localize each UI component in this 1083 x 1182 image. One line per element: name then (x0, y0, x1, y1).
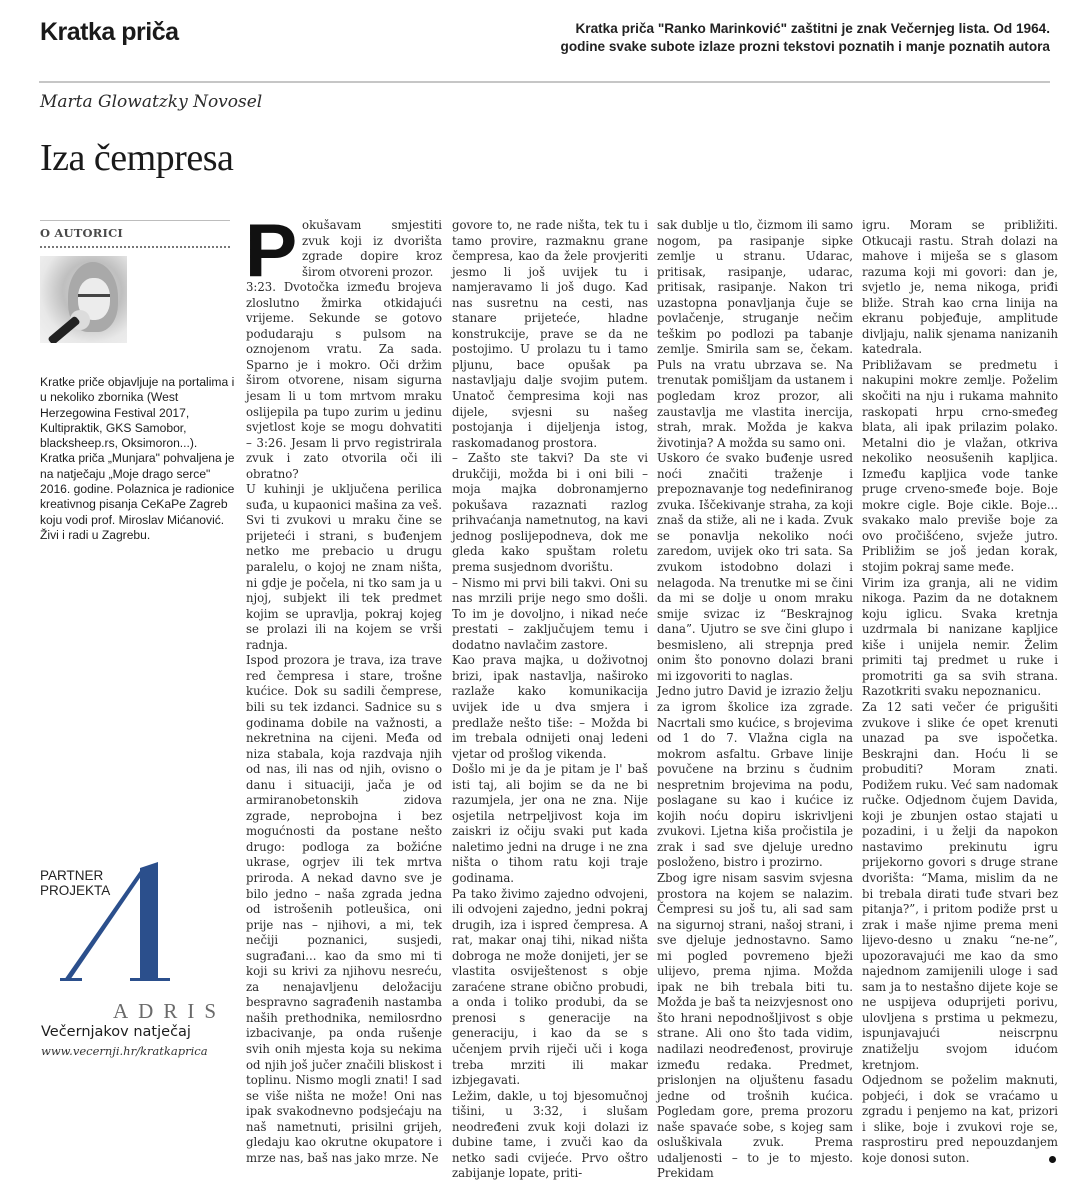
sidebar-top-rule (40, 220, 230, 221)
sidebar-dotted-rule (40, 246, 230, 248)
paragraph: Kao prava majka, u doživotnoj brizi, ipak nastavlja, naširoko razlaže kako komunikacija uvijek ide u dva smjera i predlaže nešto tiše: – Možda bi im trebala odnijeti onaj ledeni vjetar od prošlog vikenda. (452, 653, 648, 761)
article-title: Iza čempresa (40, 137, 234, 179)
adris-logo-base-left (60, 978, 82, 981)
paragraph: – Zašto ste takvi? Da ste vi drukčiji, možda bi i oni bili – moja majka dobronamjerno pokušava razaznati razlog prihvaćanja nametnutog, na kavi jednog poslijepodneva, dok me gleda kako spuštam roletu prema susjednom dvorištu. (452, 451, 648, 575)
paragraph: igru. Moram se približiti. Otkucaji rastu. Strah dolazi na mahove i miješa se s glasom razuma koji mi govori: dan je, svjetlo je, nema nikoga, priđi bliže. Strah kao crna linija na ekranu pobjeđuje, amplitude divljaju, nalik sjenama nanizanih katedrala. (862, 218, 1058, 357)
author-sidebar (40, 220, 235, 543)
adris-logo-diagonal (64, 868, 144, 980)
drop-cap: P (244, 208, 298, 292)
paragraph: Virim iza granja, ali ne vidim nikoga. Pazim da ne dotaknem koju iglicu. Svaka kretnja uzdrmala bi nanizane kapljice kiše i unijela nemir. Želim primiti taj predmet u ruke i promotriti ga sa svih strana. Razotkriti svaku nepoznanicu. (862, 575, 1058, 699)
paragraph: – Nismo mi prvi bili takvi. Oni su nas mrzili prije nego smo došli. To im je dovoljno, i nikad neće prestati – zaključujem temu i dodatno navlačim zastore. (452, 575, 648, 652)
paragraph: U kuhinji je uključena perilica suđa, u kupaonici mašina za veš. Svi ti zvukovi u mraku čine se prijeteći i strani, s buđenjem netko me prebacio u drugu paralelu, o kojoj ne znam ništa, ni gdje je počela, ni tko sam ja u njoj, subjekt ili tek predmet kojim se upravlja, pokraj kojeg se prolazi ili na kojem se vrši radnja. (246, 482, 442, 652)
article-column-2 (452, 218, 648, 1182)
paragraph: okušavam smjestiti zvuk koji iz dvorišta zgrade dopire kroz širom otvoreni prozor. (302, 218, 442, 279)
paragraph: 3:23. Dvotočka između brojeva zloslutno žmirka otkidajući vrijeme. Sekunde se gotovo podudaraju s pulsom na oznojenom vratu. Za sada. Sparno je i mokro. Oči držim širom otvorene, nisam sigurna jesam li u tom mrtvom mraku oslijepila pa tupo zurim u jedinu svjetlost koje se mogu dohvatiti – 3:26. Jesam li prvo registrirala zvuk i zato otvorila oči ili obratno? (246, 280, 442, 481)
article-author: Marta Glowatzky Novosel (40, 92, 263, 112)
paragraph: Ispod prozora je trava, iza trave red čempresa i stare, trošne kućice. Dok su sadili čemprese, bili su tek izdanci. Sadnice su s godinama dobile na važnosti, a nekretnina na cijeni. Međa od niza stabala, koja razdvaja njih od nas, ili nas od njih, ovisno o danu i situaciji, jača je od armiranobetonskih zidova zgrade, neprobojna i bez mogućnosti da postane nešto drugo: podloga za božićne ukrase, ogrjev ili tek mrtva priroda. A nekad davno sve je bilo jedno – naša zgrada jedna od istrošenih potleušica, oni prije nas – njihovi, a mi, tek nečiji poznanici, susjedi, sugrađani... kao da smo mi ti koji su krivi za njihovu nesreću, za nenajavljenu deložaciju bespravno sagrađenih nastamba naših prethodnika, nemilosrdno izbacivanje, pa onda rušenje svih onih mjesta koja su nekima od njih još jučer značili bliskost i toplinu. Nismo mogli znati! I sad se više ništa ne može! Oni nas ipak svakodnevno podsjećaju na naš nametnuti, prisilni grijeh, gledaju kao okrutne okupatore i mrze nas, baš nas jako mrze. Ne (246, 653, 442, 1165)
adris-logo-base-right (130, 978, 170, 981)
partner-label-line-1: PARTNER (40, 868, 104, 883)
header-divider (39, 81, 1050, 83)
contest-name: Večernjakov natječaj (41, 1024, 191, 1040)
paragraph: sak dublje u tlo, čizmom ili samo nogom, pa rasipanje sipke zemlje u stranu. Udarac, pritisak, rasipanje, udarac, pritisak, rasipanje. Nakon tri uzastopna ponavljanja čuje se povlačenje, struganje nečim teškim po podlozi pa tabanje zemlje. Smirila sam se, čekam. Puls na vratu ubrzava se. Na trenutak pomišljam da ustanem i pogledam kroz prozor, ali zaustavlja me vlastita inercija, strah, mrak. Možda je kakva životinja? A možda su samo oni. (657, 218, 853, 450)
photo-glasses (78, 294, 110, 302)
paragraph: Jedno jutro David je izrazio želju za igrom školice iza zgrade. Nacrtali smo kućice, s brojevima od 1 do 7. Vlažna cigla na mokrom asfaltu. Grbave linije povučene na brzinu s čudnim nespretnim brojevima na podu, poslagane su kao i kućice iz kojih noću dopiru iskrivljeni zvukovi. Ljetna kiša pročistila je zrak i sad sve djeluje uredno posloženo, bistro i prozirno. (657, 684, 853, 870)
end-of-story-bullet-icon (1049, 1156, 1056, 1163)
article-column-4 (862, 218, 1058, 1166)
final-paragraph (862, 1073, 1058, 1166)
paragraph-text: Odjednom se poželim maknuti, pobjeći, i dok se vraćamo u zgradu i penjemo na kat, prizori i slike, boje i zvukovi roje se, rasprostiru pred nepouzdanjem koje donosi suton. (862, 1073, 1058, 1165)
author-photo (40, 256, 127, 343)
paragraph: Približavam se predmetu i nakupini mokre zemlje. Poželim skočiti na nju i rukama mahnito raskopati hrpu crno-smeđeg blata, ali ipak prilazim polako. Metalni dio je vlažan, otkriva nekoliko neosušenih kapljica. Između kapljica vode tanke pruge crveno-smeđe boje. Boje mokre cigle. Boje cikle. Boje... svakako malo previše boje za ovo pročišćeno, svježe jutro. Približim se još jedan korak, stojim pokraj same međe. (862, 357, 1058, 575)
tagline-line-1: Kratka priča "Ranko Marinković" zaštitni je znak Večernjeg lista. Od 1964. (575, 21, 1050, 36)
paragraph: Zbog igre nisam sasvim svjesna prostora na kojem se nalazim. Čempresi su još tu, ali sad sam na sigurnoj strani, našoj strani, i sve djeluje jednostavno. Samo mi pogled povremeno bježi ulijevo, prema njima. Možda ipak ne bih trebala biti tu. Možda je baš ta neizvjesnost ono što hrani nepodnošljivost s obje strane. Ali ono što tada vidim, nadilazi neodređenost, proviruje između redaka. Predmet, prislonjen na oljuštenu fasadu jedne od trošnih kućica. Pogledam gore, prema prozoru naše spavaće sobe, s kojeg sam osluškivala zvuk. Prema udaljenosti – to je to mjesto. Prekidam (657, 870, 853, 1181)
paragraph: Pa tako živimo zajedno odvojeni, ili odvojeni zajedno, jedni pokraj drugih, iza i ispred čempresa. A rat, makar onaj tihi, nikad ništa dobroga ne može donijeti, jer se vlastita osviještenost s obje zaraćene strane obično probudi, a onda i toliko produbi, da se prenosi s generacije na generaciju, i kao da se s učenjem prvih riječi uči i koga treba mrziti ili makar izbjegavati. (452, 886, 648, 1088)
adris-wordmark: ADRIS (113, 999, 227, 1023)
contest-url[interactable]: www.vecernji.hr/kratkaprica (41, 1044, 208, 1058)
paragraph: Za 12 sati večer će prigušiti zvukove i slike će opet krenuti unazad pa sve ispočetka. Beskrajni dan. Hoću li se probuditi? Moram znati. Podižem ruku. Već sam nadomak ručke. Odjednom čujem Davida, koji je zbunjen ostao stajati u pozadini, i u želji da napokon nastavimo prekinutu igru prijekorno govori s druge strane dvorišta: “Mama, mislim da ne bi trebala dirati tuđe stvari bez pitanja?”, i pritom podiže prst u zrak i maše njime prema meni lijevo-desno u znaku “ne-ne”, upozoravajući me kao da smo najednom zamijenili uloge i sad sam ja to nestašno dijete koje se ne uspijeva oduprijeti porivu, ulovljena s prstima u pekmezu, ispunjavajući neiscrpnu znatiželju svojom idućom kretnjom. (862, 699, 1058, 1072)
section-title: Kratka priča (40, 18, 179, 46)
author-bio: Kratke priče objavljuje na portalima i u nekoliko zbornika (West Herzegowina Festival 2017, Kultipraktik, GKS Samobor, blacksheep.rs, Oksimoron...). Kratka priča „Munjara" pohvaljena je na natječaju „Moje drago serce" 2016. godine. Polaznica je radionice kreativnog pisanja CeKaPe Zagreb koju vodi prof. Miroslav Mićanović. Živi i radi u Zagrebu. (40, 375, 235, 542)
paragraph: Ležim, dakle, u toj bjesomučnoj tišini, u 3:32, i slušam neodređeni zvuk koji dolazi iz dubine tame, i zvuči kao da netko sadi cvijeće. Prvo oštro zabijanje lopate, priti- (452, 1088, 648, 1181)
partner-label-line-2: PROJEKTA (40, 883, 111, 898)
sidebar-heading: O AUTORICI (40, 226, 124, 240)
series-tagline (530, 20, 1050, 56)
tagline-line-2: godine svake subote izlaze prozni tekstovi poznatih i manje poznatih autora (560, 39, 1050, 54)
adris-logo-icon (60, 862, 170, 992)
article-column-1 (244, 208, 442, 1166)
paragraph: Uskoro će svako buđenje usred noći značiti traženje i prepoznavanje tog nedefiniranog zvuka. Iščekivanje straha, za koji znaš da stiže, ali ne i kada. Zvuk se ponavlja nekoliko noći zaredom, uvijek oko tri sata. Sa zvukom istodobno dolazi i nelagoda. Na trenutke mi se čini da mi se dolje u onom mraku smije svizac iz “Beskrajnog dana”. Ujutro se sve čini glupo i besmisleno, ali strepnja pred onim što ponovno dolazi brani mi izgovoriti to naglas. (657, 451, 853, 683)
paragraph: govore to, ne rade ništa, tek tu i tamo provire, razmaknu grane čempresa, kao da žele provjeriti jesmo li još uvijek tu i namjeravamo li još dugo. Kad nas susretnu na cesti, nas stanare prijeteće, hladne konstrukcije, prave se da ne postojimo. U prolazu tu i tamo pljunu, bace opušak pa nastavljaju dalje svojim putem. Unatoč čempresima koji nas dijele, svjesni su našeg postojanja i dijeljenja istog, raskomadanog prostora. (452, 218, 648, 450)
adris-logo-stem (140, 862, 158, 980)
paragraph: Došlo mi je da je pitam je l' baš isti taj, ali bojim se da ne bi razumjela, jer ona ne zna. Nije osjetila netrpeljivost koja im zaiskri iz očiju svaki put kada naletimo jedni na druge i ne zna ništa o tihom ratu koji traje godinama. (452, 762, 648, 885)
article-column-3 (657, 218, 853, 1182)
